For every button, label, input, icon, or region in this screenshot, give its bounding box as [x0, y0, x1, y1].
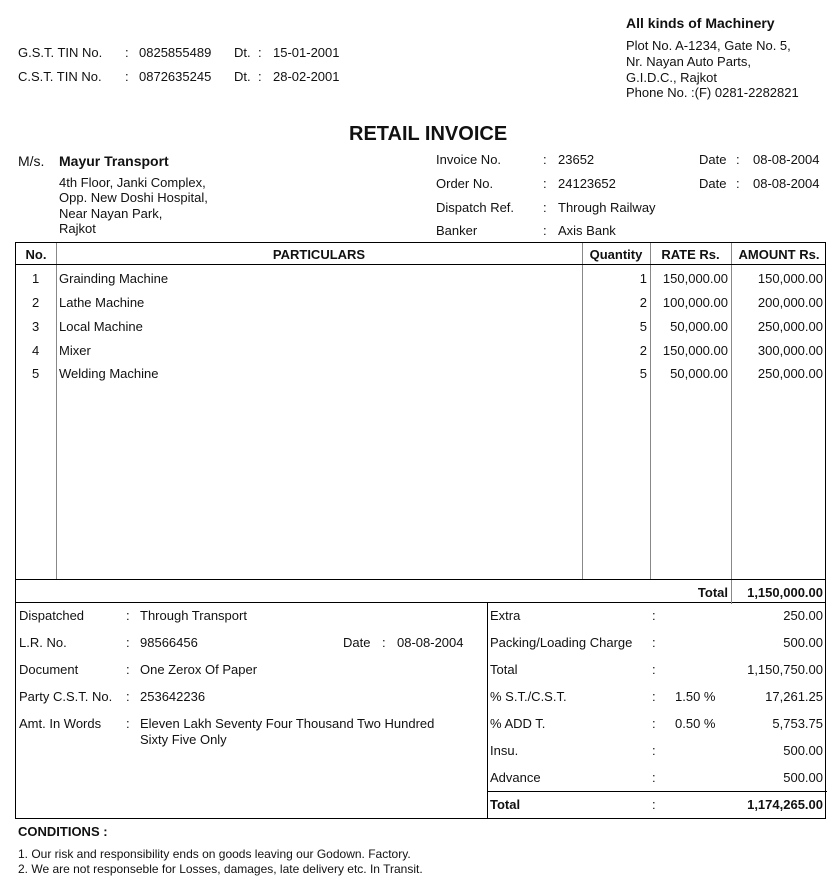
summary-value: 1,150,750.00 [747, 662, 823, 677]
grand-total-label: Total [490, 797, 521, 812]
gst-dt-label: Dt. [234, 45, 251, 60]
company-phone: Phone No. :(F) 0281-2282821 [626, 85, 799, 100]
row-qty: 5 [639, 319, 647, 334]
customer-address-line: Rajkot [59, 221, 96, 236]
summary-label: Total [490, 662, 518, 677]
customer-name: Mayur Transport [59, 153, 169, 169]
invoice-date-sep: : [736, 152, 740, 167]
condition-item: 1. Our risk and responsibility ends on goods leaving our Godown. Factory. [18, 847, 411, 861]
summary-sep: : [652, 743, 656, 758]
conditions-title: CONDITIONS : [18, 824, 108, 839]
company-address-line: Plot No. A-1234, Gate No. 5, [626, 38, 791, 53]
summary-value: 500.00 [783, 743, 823, 758]
cst-label: C.S.T. TIN No. [18, 69, 102, 84]
grand-total-sep: : [652, 797, 656, 812]
column-divider [650, 243, 651, 579]
company-address-line: G.I.D.C., Rajkot [626, 70, 718, 85]
summary-value: 5,753.75 [772, 716, 823, 731]
lr-date-sep: : [382, 635, 386, 650]
order-date-label: Date [699, 176, 727, 191]
summary-label: Insu. [490, 743, 519, 758]
dispatched-value: Through Transport [140, 608, 247, 623]
party-cst-sep: : [126, 689, 130, 704]
customer-address-line: 4th Floor, Janki Complex, [59, 175, 206, 190]
invoice-no-sep: : [543, 152, 547, 167]
row-rate: 50,000.00 [670, 319, 728, 334]
gst-label: G.S.T. TIN No. [18, 45, 103, 60]
summary-value: 17,261.25 [765, 689, 823, 704]
gst-value: 0825855489 [139, 45, 212, 60]
document-value: One Zerox Of Paper [140, 662, 258, 677]
amount-words-sep: : [126, 716, 130, 731]
grand-total-divider [487, 791, 827, 792]
summary-label: Extra [490, 608, 521, 623]
invoice-no-value: 23652 [558, 152, 595, 167]
cst-value: 0872635245 [139, 69, 212, 84]
column-divider [582, 243, 583, 579]
cst-dt-value: 28-02-2001 [273, 69, 340, 84]
amount-words-label: Amt. In Words [19, 716, 102, 731]
lr-date-value: 08-08-2004 [397, 635, 464, 650]
banker-sep: : [543, 223, 547, 238]
summary-sep: : [652, 770, 656, 785]
row-amount: 250,000.00 [757, 319, 823, 334]
order-no-sep: : [543, 176, 547, 191]
invoice-title: RETAIL INVOICE [349, 123, 508, 145]
lr-label: L.R. No. [19, 635, 67, 650]
dispatch-ref-value: Through Railway [558, 200, 656, 215]
row-no: 4 [32, 343, 40, 358]
party-cst-value: 253642236 [140, 689, 206, 704]
lr-value: 98566456 [140, 635, 198, 650]
row-amount: 300,000.00 [757, 343, 823, 358]
dispatched-sep: : [126, 608, 130, 623]
dispatched-label: Dispatched [19, 608, 85, 623]
document-label: Document [19, 662, 79, 677]
summary-label: % S.T./C.S.T. [490, 689, 567, 704]
summary-label: Packing/Loading Charge [490, 635, 633, 650]
company-address-line: Nr. Nayan Auto Parts, [626, 54, 752, 69]
summary-section [15, 603, 826, 819]
row-item: Lathe Machine [59, 295, 145, 310]
col-header-rate: RATE Rs. [661, 247, 720, 262]
col-header-quantity: Quantity [589, 247, 643, 262]
header-divider [16, 264, 825, 265]
row-no: 1 [32, 271, 40, 286]
row-item: Welding Machine [59, 366, 159, 381]
summary-sep: : [652, 635, 656, 650]
row-amount: 150,000.00 [757, 271, 823, 286]
row-qty: 2 [639, 295, 647, 310]
row-rate: 50,000.00 [670, 366, 728, 381]
cst-sep: : [125, 69, 129, 84]
row-no: 3 [32, 319, 40, 334]
condition-item: 2. We are not responseble for Losses, damages, late delivery etc. In Transit. [18, 862, 423, 876]
total-divider [16, 579, 825, 580]
invoice-no-label: Invoice No. [436, 152, 502, 167]
summary-value: 500.00 [783, 635, 823, 650]
dispatch-ref-sep: : [543, 200, 547, 215]
row-amount: 200,000.00 [757, 295, 823, 310]
items-total-label: Total [697, 585, 728, 600]
party-cst-label: Party C.S.T. No. [19, 689, 113, 704]
document-sep: : [126, 662, 130, 677]
summary-pct: 1.50 % [675, 689, 716, 704]
summary-value: 250.00 [783, 608, 823, 623]
amount-words-line: Sixty Five Only [140, 732, 227, 747]
row-item: Mixer [59, 343, 91, 358]
gst-sep: : [125, 45, 129, 60]
items-total-value: 1,150,000.00 [747, 585, 823, 600]
summary-value: 500.00 [783, 770, 823, 785]
invoice-date-label: Date [699, 152, 727, 167]
dispatch-ref-label: Dispatch Ref. [436, 200, 515, 215]
row-rate: 150,000.00 [662, 343, 728, 358]
row-no: 5 [32, 366, 40, 381]
row-item: Local Machine [59, 319, 143, 334]
items-table [15, 242, 826, 603]
summary-sep: : [652, 689, 656, 704]
row-item: Grainding Machine [59, 271, 169, 286]
summary-sep: : [652, 716, 656, 731]
order-no-value: 24123652 [558, 176, 616, 191]
row-qty: 2 [639, 343, 647, 358]
banker-value: Axis Bank [558, 223, 616, 238]
column-divider [56, 243, 57, 579]
customer-address-line: Near Nayan Park, [59, 206, 163, 221]
customer-address-line: Opp. New Doshi Hospital, [59, 190, 208, 205]
row-qty: 5 [639, 366, 647, 381]
col-header-no: No. [25, 247, 47, 262]
row-qty: 1 [639, 271, 647, 286]
cst-dt-sep: : [258, 69, 262, 84]
order-date-sep: : [736, 176, 740, 191]
summary-pct: 0.50 % [675, 716, 716, 731]
grand-total-value: 1,174,265.00 [747, 797, 823, 812]
amount-words-line: Eleven Lakh Seventy Four Thousand Two Hundred [140, 716, 435, 731]
lr-sep: : [126, 635, 130, 650]
summary-divider [487, 603, 488, 818]
summary-sep: : [652, 608, 656, 623]
gst-dt-sep: : [258, 45, 262, 60]
summary-sep: : [652, 662, 656, 677]
col-header-amount: AMOUNT Rs. [738, 247, 820, 262]
summary-label: Advance [490, 770, 541, 785]
row-no: 2 [32, 295, 40, 310]
row-rate: 150,000.00 [662, 271, 728, 286]
summary-label: % ADD T. [490, 716, 546, 731]
customer-prefix: M/s. [18, 153, 45, 169]
lr-date-label: Date [343, 635, 371, 650]
cst-dt-label: Dt. [234, 69, 251, 84]
row-amount: 250,000.00 [757, 366, 823, 381]
banker-label: Banker [436, 223, 478, 238]
col-header-particulars: PARTICULARS [272, 247, 366, 262]
order-no-label: Order No. [436, 176, 494, 191]
invoice-date-value: 08-08-2004 [753, 152, 820, 167]
row-rate: 100,000.00 [662, 295, 728, 310]
order-date-value: 08-08-2004 [753, 176, 820, 191]
gst-dt-value: 15-01-2001 [273, 45, 340, 60]
company-tagline: All kinds of Machinery [626, 15, 775, 31]
